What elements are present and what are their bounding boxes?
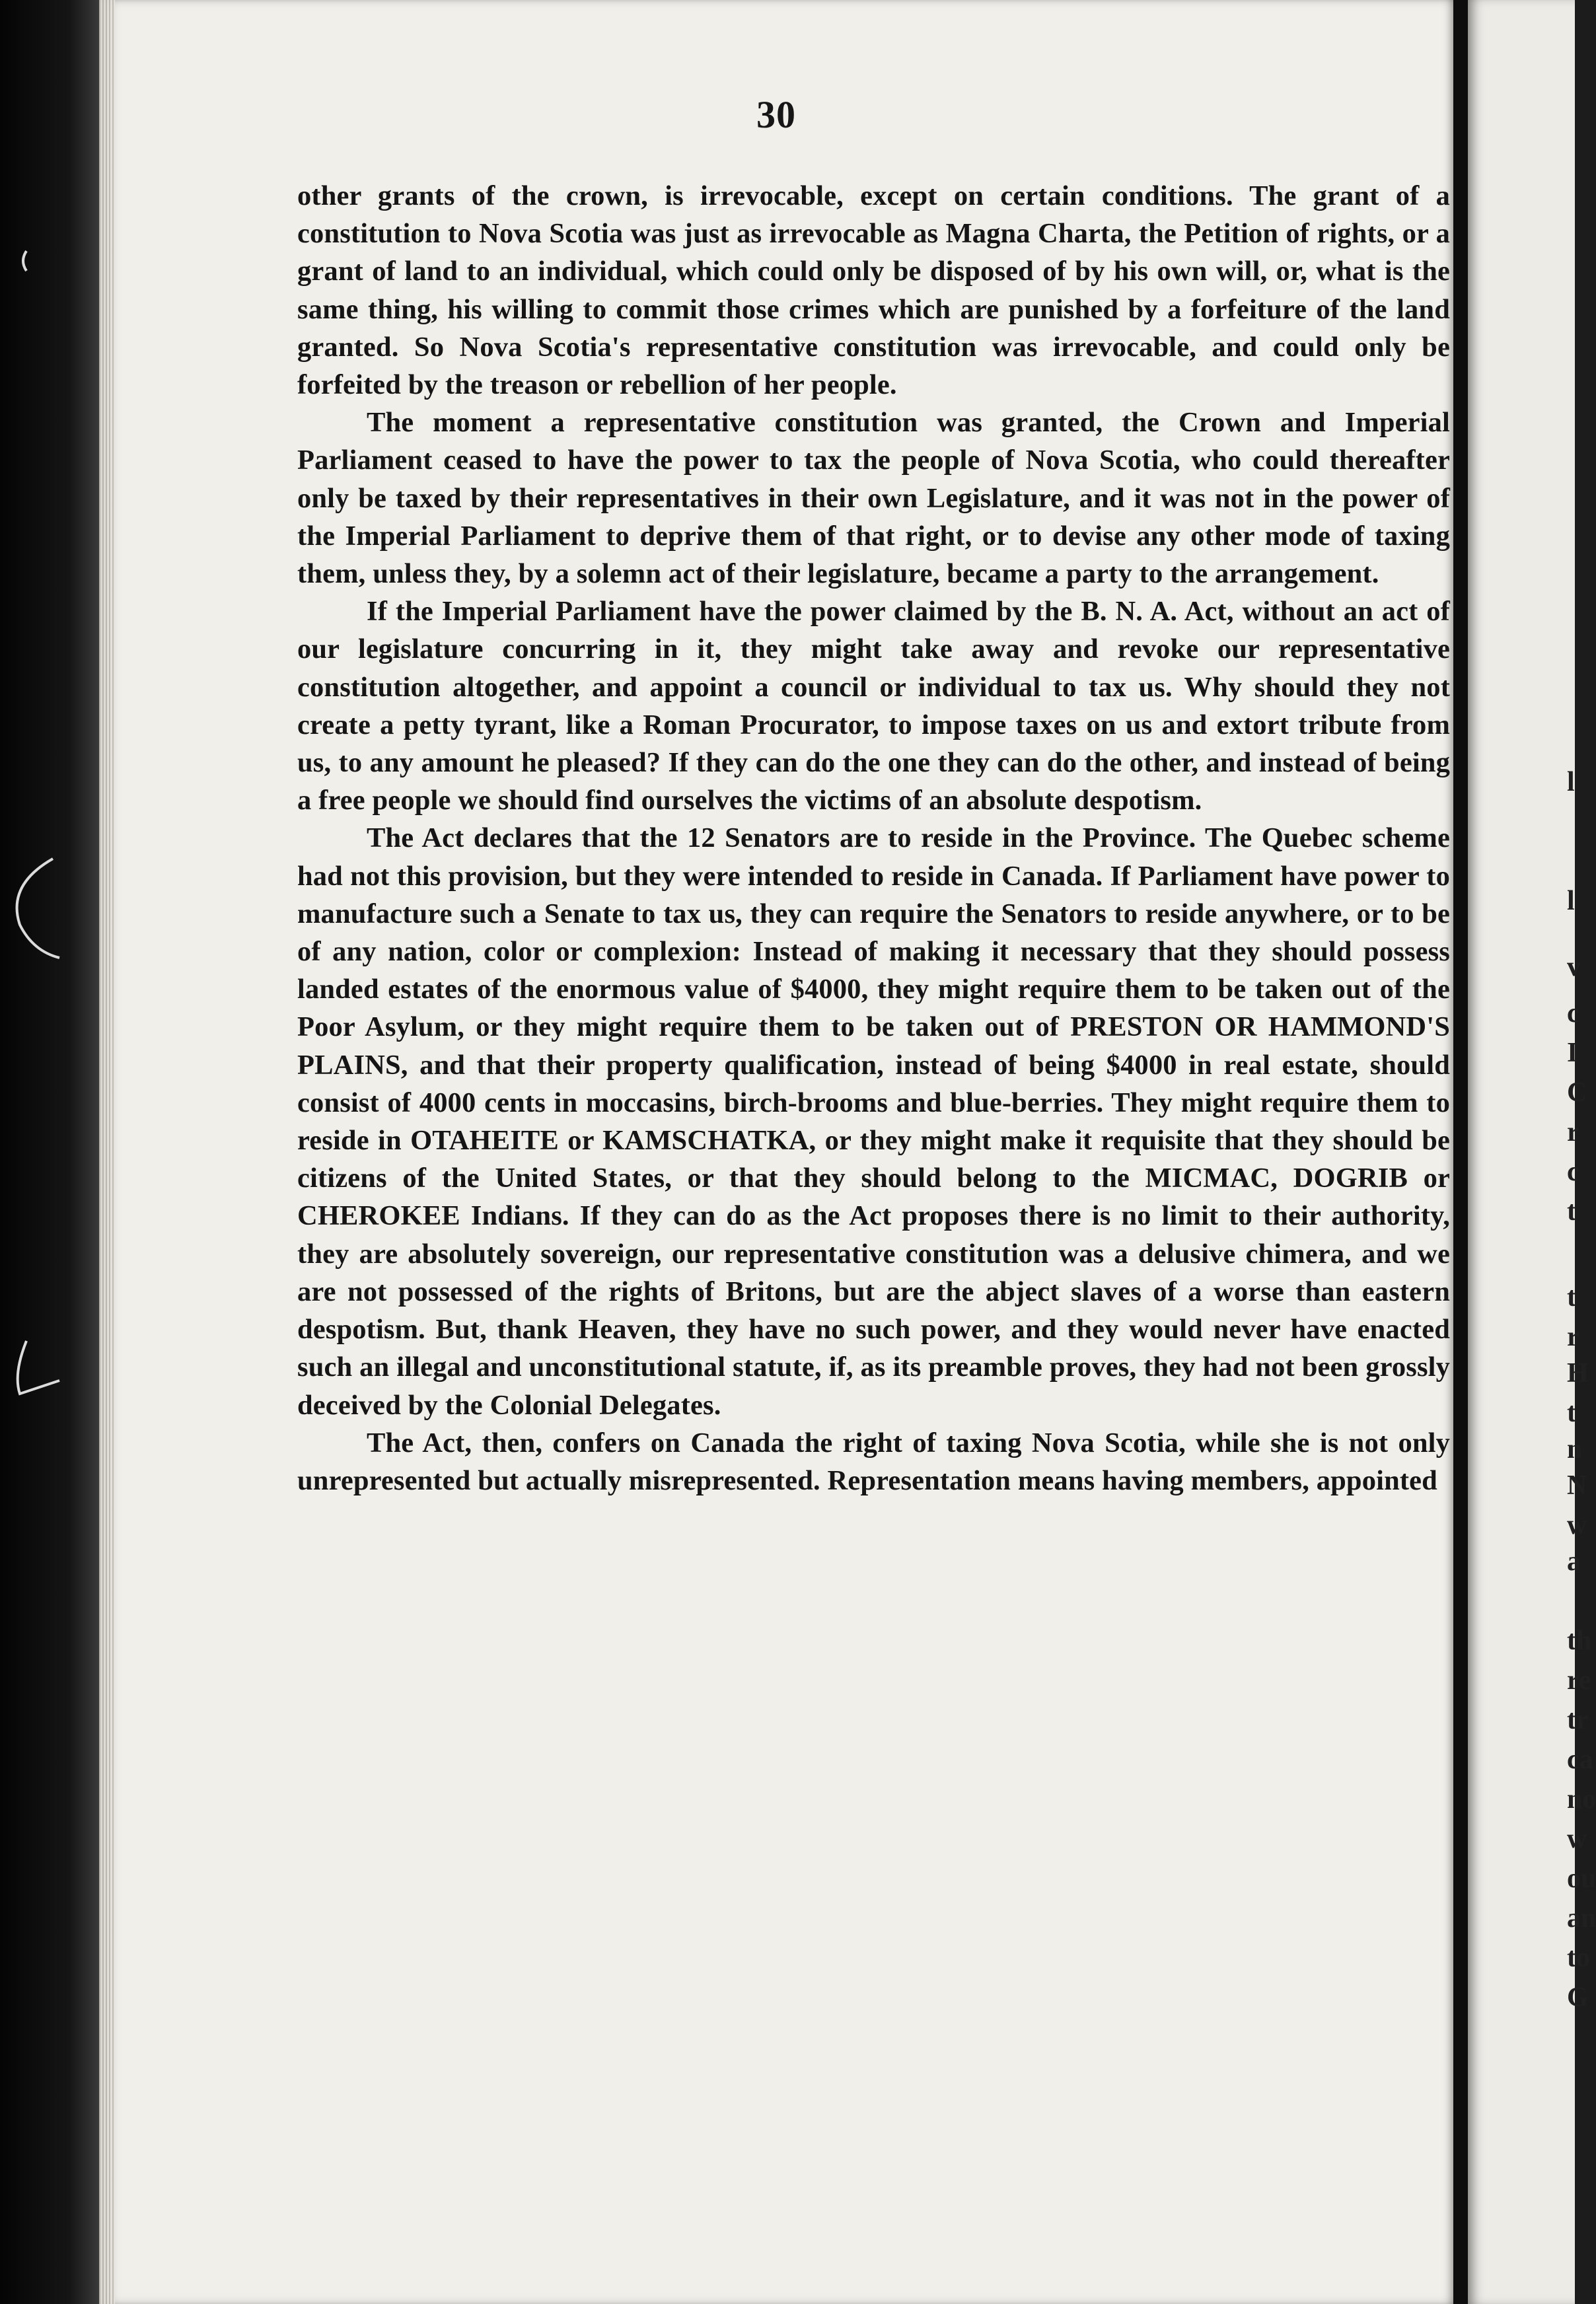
next-page-fragment: t [1567,1196,1576,1227]
adjacent-page-sliver [1468,0,1596,2304]
next-page-fragment: w [1567,1824,1587,1854]
book-page [99,0,1453,2304]
paragraph-4: The Act declares that the 12 Senators are to reside in the Province. The Quebec scheme had not this provision, but they were intended to reside in Canada. If Parliament have power to manufacture such a Senate to tax us, they can require the Senators to reside anywhere, or to be of any nation, color or complexion: Instead of making it necessary that they should possess landed estates of the enormous value of $4000, they might require them to be taken out of the Poor Asylum, or they might require them to be taken out of PRESTON OR HAMMOND'S PLAINS, and that their property qualification, instead of being $4000 in real estate, should consist of 4000 cents in moccasins, birch-brooms and blue-berries. They might require them to reside in OTAHEITE or KAMSCHATKA, or they might make it requisite that they should be citizens of the United States, or that they should belong to the MICMAC, DOGRIB or CHEROKEE Indians. If they can do as the Act proposes there is no limit to their authority, they are absolutely sovereign, our representative constitution was a delusive chimera, and we are not possessed of the rights of Britons, but are the abject slaves of a worse than eastern despotism. But, thank Heaven, they have no such power, and they would never have enacted such an illegal and unconstitutional statute, if, as its preamble proves, they had not been grossly deceived by the Colonial Delegates. [297,822,1450,1421]
next-page-fragment: c [1567,1157,1579,1187]
paragraph-3: If the Imperial Parliament have the power claimed by the B. N. A. Act, without an act of our legislature concurring in it, they might take away and revoke our representative constitution altogether, and appoint a council or individual to tax us. Why should they not create a petty tyrant, like a Roman Procurator, to impose taxes on us and extort tribute from us, to any amount he pleased? If they can do the one they can do the other, and instead of being a free people we should find ourselves the victims of an absolute despotism. [297,596,1450,816]
next-page-fragment: r [1567,1117,1579,1147]
next-page-fragment: t [1567,1398,1576,1428]
next-page-fragment: th [1567,1626,1592,1656]
next-page-fragment: ou [1567,1863,1596,1894]
next-page-fragment: H [1567,1358,1589,1388]
next-page-fragment: c [1567,998,1579,1028]
book-gutter [1453,0,1468,2304]
margin-pencil-marks [0,0,99,2304]
next-page-fragment: an [1567,1903,1596,1933]
margin-mark [18,1341,59,1394]
next-page-fragment: N [1567,1470,1587,1501]
margin-mark [23,251,26,271]
next-page-fragment: tr [1567,1705,1589,1735]
paragraph-2: The moment a representative constitution was granted, the Crown and Imperial Parliament ceased to have the power to tax the people of Nova Scotia, who could thereafter only be taxed by their representatives in their own Legislature, and it was not in the power of the Imperial Parliament to deprive them of that right, or to devise any other mode of taxing them, unless they, by a solemn act of their legislature, became a party to the arrangement. [297,407,1450,590]
next-page-fragment: G [1567,1982,1589,2013]
next-page-fragment: C [1567,1077,1587,1108]
next-page-fragment: t [1567,1282,1576,1313]
next-page-fragment: n [1567,1434,1583,1464]
next-page-fragment: no [1567,1784,1596,1815]
next-page-fragment: v [1567,952,1581,982]
margin-mark [17,859,59,958]
next-page-fragment: re [1567,1665,1591,1696]
paragraph-5: The Act, then, confers on Canada the right of taxing Nova Scotia, while she is not only unrepresented but actually misrepresented. Representation means having members, appointed [297,1427,1450,1496]
next-page-fragment: l [1567,886,1575,916]
page-number: 30 [756,93,796,136]
next-page-fragment: I [1567,1038,1578,1068]
next-page-fragment: a [1567,1546,1581,1577]
body-text [297,177,1450,1499]
paragraph-1: other grants of the crown, is irrevocable, except on certain conditions. The grant of a constitution to Nova Scotia was just as irrevocable as Magna Charta, the Petition of rights, or a grant of land to an individual, which could only be disposed of by his own will, or, what is the same thing, his willing to commit those crimes which are punished by a forfeiture of the land granted. So Nova Scotia's representative constitution was irrevocable, and could only be forfeited by the treason or rebellion of her people. [297,180,1450,401]
next-page-fragment: to [1567,1943,1590,1973]
page-stack-edge [99,0,115,2304]
next-page-fragment: r [1567,1322,1579,1352]
next-page-fragment: l [1567,767,1575,797]
next-page-fragment: w [1567,1510,1587,1540]
next-page-fragment: ca [1567,1745,1593,1775]
